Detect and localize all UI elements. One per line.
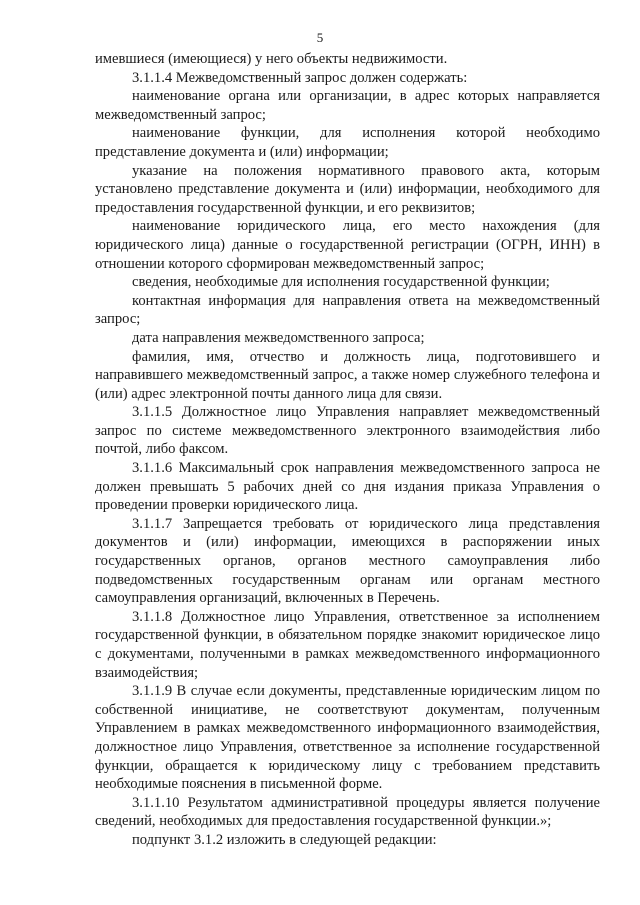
paragraph: наименование юридического лица, его место нахождения (для юридического лица) данные о государственной регистрации (ОГРН, ИНН) в отношении которого сформирован межведомственный запрос; xyxy=(95,218,600,272)
document-body xyxy=(95,50,600,850)
paragraph: подпункт 3.1.2 изложить в следующей редакции: xyxy=(132,831,437,848)
paragraph: наименование органа или организации, в адрес которых направляется межведомственный запрос; xyxy=(95,88,600,123)
paragraph: 3.1.1.6 Максимальный срок направления межведомственного запроса не должен превышать 5 рабочих дней со дня издания приказа Управления о проведении проверки юридического лица. xyxy=(95,460,600,514)
paragraph: наименование функции, для исполнения которой необходимо представление документа и (или) информации; xyxy=(95,125,600,160)
paragraph: 3.1.1.8 Должностное лицо Управления, ответственное за исполнением государственной функции, в обязательном порядке знакомит юридическое лицо с документами, полученными в рамках межведомственного информационного взаимодействия; xyxy=(95,608,600,681)
paragraph: контактная информация для направления ответа на межведомственный запрос; xyxy=(95,292,600,328)
paragraph: 3.1.1.7 Запрещается требовать от юридического лица представления документов и (или) информации, имеющихся в распоряжении иных государственных органов, органов местного самоуправления либо подведомственных государственным органам или органам местного самоуправления организаций, включенных в Перечень. xyxy=(95,515,600,607)
paragraph: 3.1.1.4 Межведомственный запрос должен содержать: xyxy=(132,69,468,86)
paragraph: 3.1.1.10 Результатом административной процедуры является получение сведений, необходимых для предоставления государственной функции.»; xyxy=(95,794,600,830)
paragraph: имевшиеся (имеющиеся) у него объекты недвижимости. xyxy=(95,51,448,67)
paragraph: 3.1.1.5 Должностное лицо Управления направляет межведомственный запрос по системе межведомственного электронного взаимодействия либо почтой, либо факсом. xyxy=(95,404,600,458)
paragraph: фамилия, имя, отчество и должность лица, подготовившего и направившего межведомственный запрос, а также номер служебного телефона и (или) адрес электронной почты данного лица для связи. xyxy=(95,348,600,402)
paragraph: сведения, необходимые для исполнения государственной функции; xyxy=(132,274,550,291)
page-number: 5 xyxy=(316,30,324,45)
paragraph: дата направления межведомственного запроса; xyxy=(132,329,425,346)
paragraph: 3.1.1.9 В случае если документы, представленные юридическим лицом по собственной инициативе, не соответствуют документам, полученным Управлением в рамках межведомственного информационного взаимодействия, должностное лицо Управления, ответственное за исполнение государственной функции, обращается к юридическому лицу с требованием представить необходимые пояснения в письменной форме. xyxy=(95,683,600,793)
paragraph: указание на положения нормативного правового акта, которым установлено представление документа и (или) информации, необходимого для предоставления государственной функции, и его реквизитов; xyxy=(95,162,600,216)
